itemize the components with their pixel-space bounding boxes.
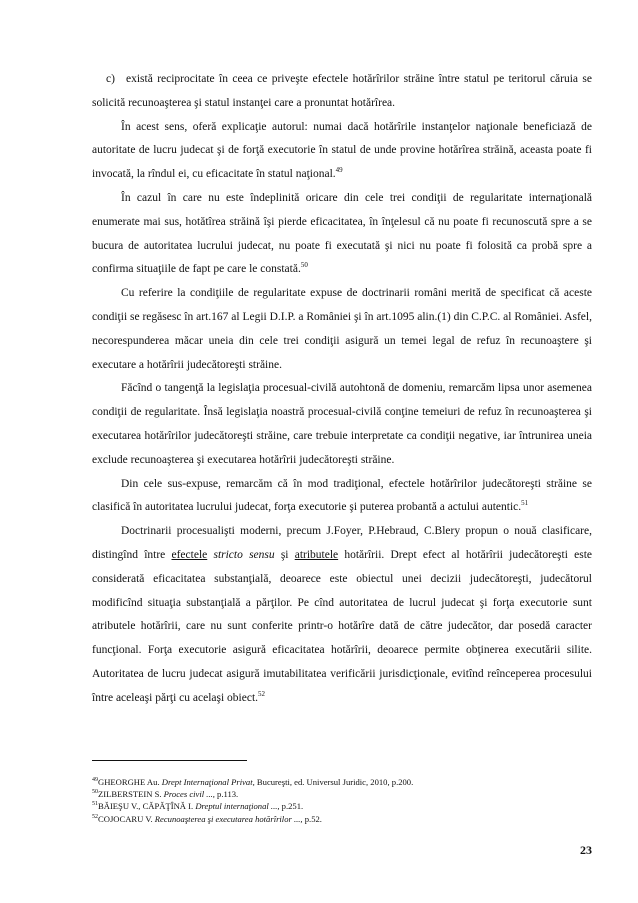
underlined-term-efectele: efectele <box>171 548 208 561</box>
italic-term-stricto-sensu: stricto sensu <box>213 548 275 561</box>
footnote-number: 50 <box>92 789 98 796</box>
paragraph-1 <box>92 116 592 187</box>
list-item-c <box>92 68 592 116</box>
paragraph-5 <box>92 473 592 521</box>
paragraph-2 <box>92 187 592 282</box>
list-marker: c) <box>106 73 115 85</box>
paragraph-2-text: În cazul în care nu este îndeplinită oricare din cele trei condiţii de regularitate internaţională enumerate mai sus, hotătîrea străină îşi pierde eficacitatea, în înţelesul că nu poate fi recunoscută spre a se bucura de autoritatea lucrului judecat, nu poate fi executată şi nici nu poate fi folosită ca probă spre a confirma situaţiile de fapt pe care le constată. <box>92 191 592 276</box>
footnote-50 <box>92 788 592 800</box>
paragraph-3 <box>92 282 592 377</box>
footnote-author: COJOCARU V. <box>98 813 155 824</box>
footnote-title: Recunoaşterea şi executarea hotărîrilor ..., <box>154 813 303 824</box>
footnote-author: BĂIEŞU V., CĂPĂŢÎNĂ I. <box>98 801 196 812</box>
page-number: 23 <box>580 843 592 857</box>
footnote-separator <box>92 760 247 761</box>
footnote-number: 49 <box>92 777 98 784</box>
footnote-ref-50: 50 <box>300 261 308 270</box>
body-text <box>92 68 592 711</box>
footnote-title: Drept Internaţional Privat, <box>161 777 255 787</box>
paragraph-1-text: În acest sens, oferă explicaţie autorul: numai dacă hotărîrile instanţelor naţionale beneficiază de autoritate de lucru judecat şi de forţă executorie în statul de unde provine hotărîrea străină, aceasta poate fi invocată, la rîndul ei, cu eficacitate în statul naţional. <box>92 120 592 181</box>
footnote-author: ZILBERSTEIN S. <box>98 789 164 800</box>
footnote-details: p.113. <box>214 789 239 800</box>
footnote-details: Bucureşti, ed. Universul Juridic, 2010, p.200. <box>254 777 414 787</box>
underlined-term-atributele: atributele <box>294 548 339 561</box>
footnote-49 <box>92 776 592 788</box>
footnote-number: 52 <box>92 813 98 820</box>
footnote-52 <box>92 813 592 825</box>
footnote-ref-51: 51 <box>521 499 529 508</box>
paragraph-6 <box>92 520 592 710</box>
footnote-title: Proces civil ..., <box>163 789 215 800</box>
footnote-details: p.251. <box>279 801 304 812</box>
paragraph-6-part2: şi <box>274 548 295 561</box>
footnote-ref-52: 52 <box>258 689 266 698</box>
footnote-author: GHEORGHE Au. <box>98 777 162 787</box>
paragraph-6-part1: Doctrinarii procesualişti moderni, precum J.Foyer, P.Hebraud, C.Blery propun o nouă clasificare, distingînd între <box>92 525 592 561</box>
paragraph-6-part3: hotărîrii. Drept efect al hotărîrii judecătoreşti este considerată eficacitatea substanţială, deoarece este obiectul unei decizii judecătoreşti, judecătorul modificînd situaţia substanţială a părţilor. Pe cînd autoritatea de lucrul judecat şi forţa executorie sunt atributele hotărîrii, care nu sunt conferite printr-o hotărîre dată de către judecător, dar posedă caracter funcţional. Forţa executorie asigură eficacitatea hotărîrii, deoarece permite obţinerea executării silite. Autoritatea de lucru judecat asigură imutabilitatea verificării jurisdicţionale, evitînd reînceperea procesului între aceleaşi părţi cu acelaşi obiect. <box>92 548 593 704</box>
paragraph-3-text: Cu referire la condiţiile de regularitate expuse de doctrinarii români merită de specificat că aceste condiţii se regăsesc în art.167 al Legii D.I.P. a României şi în art.1095 alin.(1) din C.P.C. al României. Asfel, necorespunderea măcar uneia din cele trei condiţii asigură un temei legal de refuz în recunoaştere şi executare a hotărîrii judecătoreşti străine. <box>92 287 592 371</box>
footnote-details: p.52. <box>302 813 322 824</box>
paragraph-5-text: Din cele sus-expuse, remarcăm că în mod tradiţional, efectele hotărîrilor judecătoreşti străine se clasifică în autoritatea lucrului judecat, forţa executorie şi puterea probantă a actului autentic. <box>92 477 592 514</box>
paragraph-4-text: Făcînd o tangenţă la legislaţia procesual-civilă autohtonă de domeniu, remarcăm lipsa unor asemenea condiţii de regularitate. Însă legislaţia noastră procesual-civilă conţine temeiuri de refuz în recunoaşterea şi executarea hotărîrilor judecătoreşti străine, care trebuie interpretate ca condiţii negative, iar întrunirea uneia exclude recunoaşterea şi executarea hotărîrii judecătoreşti străine. <box>92 382 592 466</box>
list-item-text: există reciprocitate în ceea ce priveşte efectele hotărîrilor străine între statul pe teritorul căruia se solicită recunoaşterea şi statul instanţei care a pronuntat hotărîrea. <box>92 73 592 109</box>
footnotes <box>92 776 592 825</box>
footnote-ref-49: 49 <box>335 166 343 175</box>
footnote-number: 51 <box>92 801 98 808</box>
footnote-51 <box>92 800 592 812</box>
paragraph-4 <box>92 377 592 472</box>
footnote-title: Dreptul internaţional ..., <box>195 801 280 812</box>
